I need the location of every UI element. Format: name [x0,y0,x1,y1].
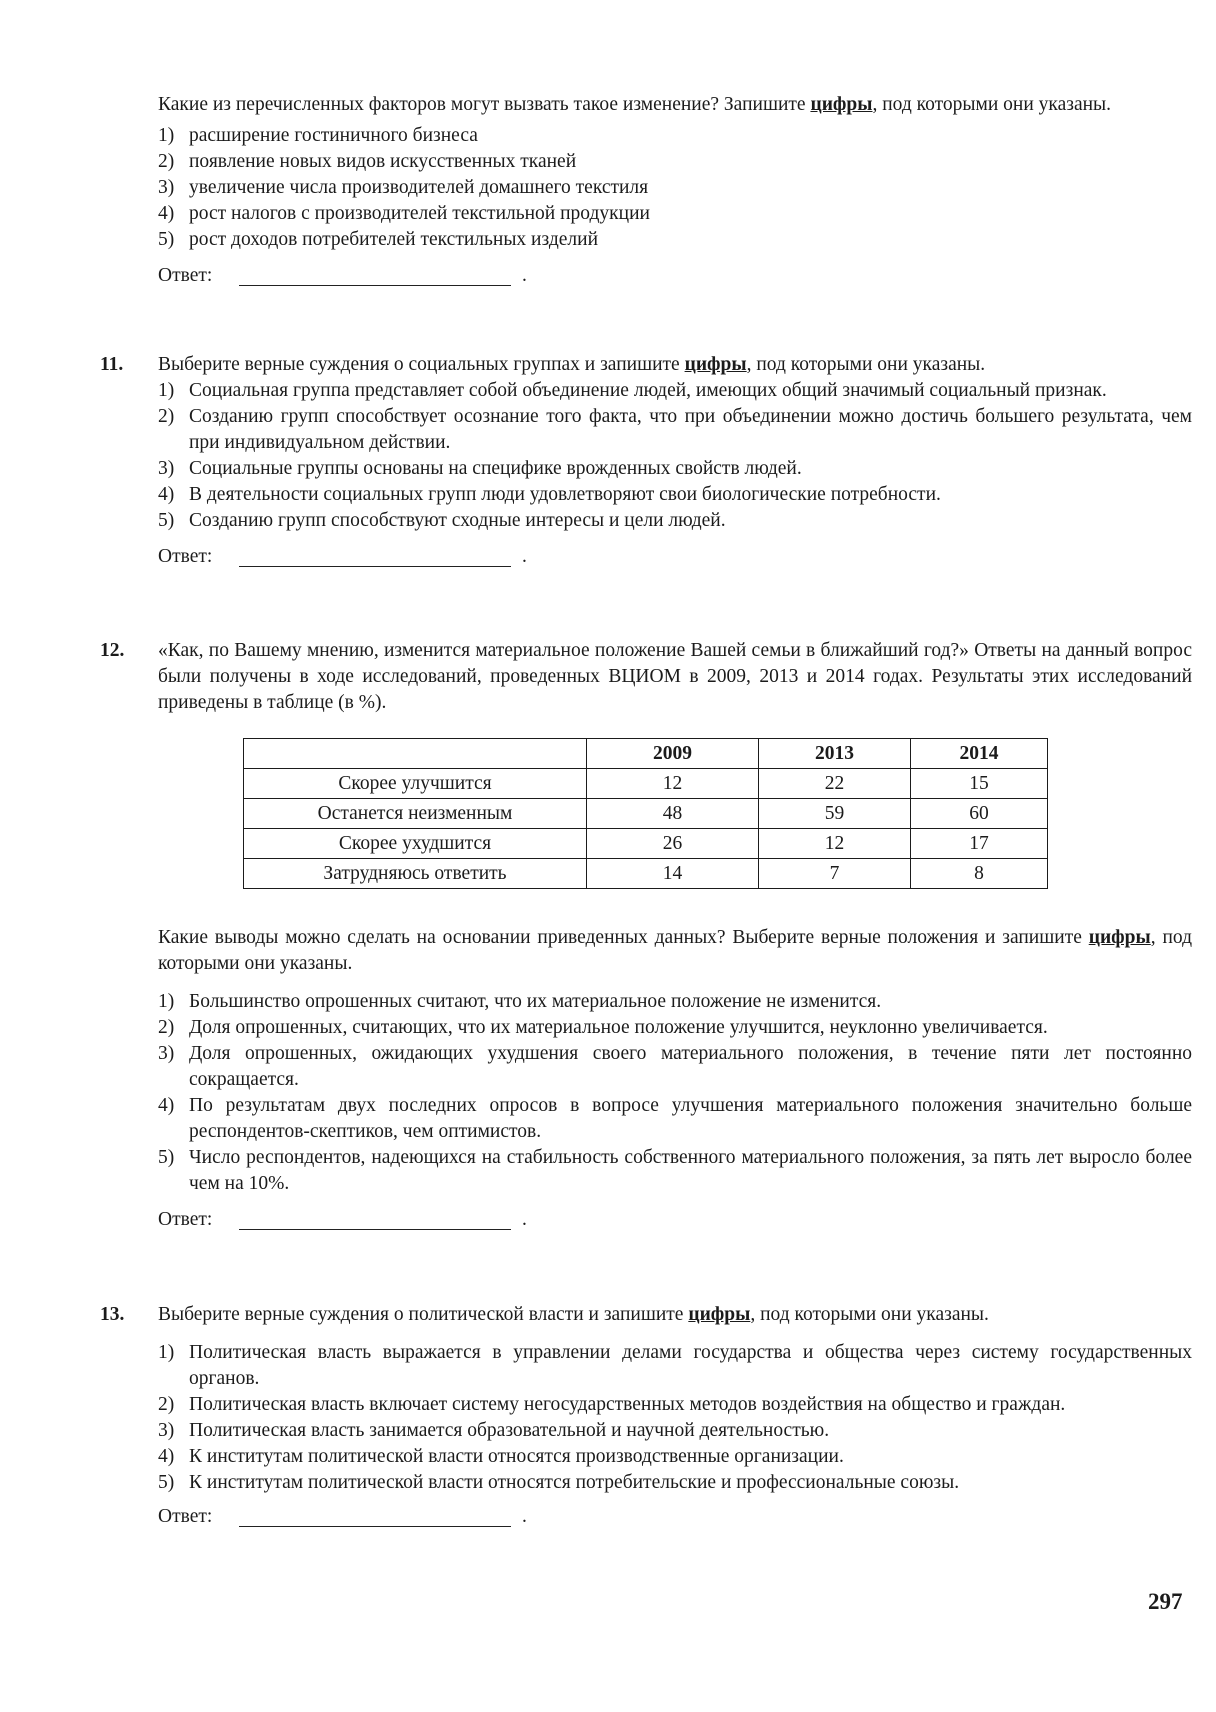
table-cell: Останется неизменным [244,799,587,829]
option-item: 1) Большинство опрошенных считают, что их материальное положение не изменится. [158,991,882,1012]
table-cell: 48 [587,799,759,829]
option-item: 2) появление новых видов искусственных тканей [158,151,577,172]
option-item: 1) Политическая власть выражается в управлении делами государства и общества через систему государственных органов. [158,1342,1192,1389]
answer-label: Ответ: [158,546,213,567]
question-number: 12. [100,640,125,661]
option-item: 3) Политическая власть занимается образовательной и научной деятельностью. [158,1420,830,1441]
table-cell: 7 [759,859,911,889]
table-header-cell [244,739,587,769]
table-cell: 12 [587,769,759,799]
answer-label: Ответ: [158,1506,213,1527]
answer-line[interactable] [239,566,511,567]
question-12-prompt: «Как, по Вашему мнению, изменится материальное положение Вашей семьи в ближайший год?» Ответы на данный вопрос были получены в ходе исследований, проведенных ВЦИОМ в 2009, 2013 и 2014 годах. Результаты этих исследований приведены в таблице (в %). [158,640,1192,713]
answer-line[interactable] [239,1229,511,1230]
table-cell: 26 [587,829,759,859]
answer-field[interactable]: Ответ: . [158,1506,527,1527]
question-10 [158,92,1192,289]
table-cell: 59 [759,799,911,829]
table-cell: Затрудняюсь ответить [244,859,587,889]
question-10-options [158,123,1192,253]
table-cell: 22 [759,769,911,799]
table-cell: 15 [911,769,1048,799]
option-item: 3) Социальные группы основаны на специфике врожденных свойств людей. [158,458,802,479]
answer-field[interactable]: Ответ: . [158,265,527,286]
table-cell: 8 [911,859,1048,889]
option-item: 3) увеличение числа производителей домашнего текстиля [158,177,649,198]
option-item: 5) рост доходов потребителей текстильных изделий [158,229,599,250]
option-item: 4) К институтам политической власти относятся производственные организации. [158,1446,844,1467]
question-13-options [158,1340,1192,1496]
option-item: 4) рост налогов с производителей текстильной продукции [158,203,650,224]
bold-word: цифры [1088,927,1151,948]
table-cell: 14 [587,859,759,889]
question-11-options [158,378,1192,534]
table-header-row [244,739,1048,769]
table-cell: Скорее ухудшится [244,829,587,859]
question-12-options [158,989,1192,1197]
answer-line[interactable] [239,1526,511,1527]
option-item: 2) Доля опрошенных, считающих, что их материальное положение улучшится, неуклонно увеличивается. [158,1017,1048,1038]
option-item: 3) Доля опрошенных, ожидающих ухудшения своего материального положения, в течение пяти лет постоянно сокращается. [158,1043,1192,1090]
answer-field[interactable]: Ответ: . [158,1209,527,1230]
survey-table [243,738,1048,889]
bold-word: цифры [684,354,747,375]
option-item: 1) Социальная группа представляет собой объединение людей, имеющих общий значимый социальный признак. [158,380,1107,401]
option-item: 2) Созданию групп способствует осознание того факта, что при объединении можно достичь большего результата, чем при индивидуальном действии. [158,406,1192,453]
answer-label: Ответ: [158,265,213,286]
question-11 [100,352,1192,570]
question-13-prompt: Выберите верные суждения о политической власти и запишите цифры, под которыми они указаны. [158,1304,989,1325]
bold-word: цифры [810,94,873,115]
question-10-prompt: Какие из перечисленных факторов могут вызвать такое изменение? Запишите цифры, под которыми они указаны. [158,94,1112,115]
answer-label: Ответ: [158,1209,213,1230]
table-row [244,769,1048,799]
page-number: 297 [1148,1589,1183,1614]
option-item: 4) По результатам двух последних опросов в вопросе улучшения материального положения значительно больше респондентов-скептиков, чем оптимистов. [158,1095,1192,1142]
table-header-cell: 2014 [911,739,1048,769]
table-cell: 12 [759,829,911,859]
option-item: 4) В деятельности социальных групп люди удовлетворяют свои биологические потребности. [158,484,941,505]
table-cell: Скорее улучшится [244,769,587,799]
bold-word: цифры [688,1304,751,1325]
question-11-prompt: Выберите верные суждения о социальных группах и запишите цифры, под которыми они указаны. [158,354,986,375]
option-item: 5) Созданию групп способствуют сходные интересы и цели людей. [158,510,726,531]
table-row [244,859,1048,889]
question-13 [100,1302,1192,1530]
question-12 [100,638,1192,716]
option-item: 2) Политическая власть включает систему негосударственных методов воздействия на общество и граждан. [158,1394,1066,1415]
question-12-subprompt: Какие выводы можно сделать на основании приведенных данных? Выберите верные положения и запишите цифры, под которыми они указаны. [158,927,1192,974]
question-number: 13. [100,1304,125,1325]
table-header-cell: 2009 [587,739,759,769]
answer-line[interactable] [239,285,511,286]
question-number: 11. [100,354,124,375]
table-row [244,799,1048,829]
table-row [244,829,1048,859]
table-cell: 17 [911,829,1048,859]
table-header-cell: 2013 [759,739,911,769]
table-cell: 60 [911,799,1048,829]
question-12-followup [158,925,1192,1233]
option-item: 5) К институтам политической власти относятся потребительские и профессиональные союзы. [158,1472,960,1493]
option-item: 5) Число респондентов, надеющихся на стабильность собственного материального положения, за пять лет выросло более чем на 10%. [158,1147,1192,1194]
answer-field[interactable]: Ответ: . [158,546,527,567]
option-item: 1) расширение гостиничного бизнеса [158,125,478,146]
